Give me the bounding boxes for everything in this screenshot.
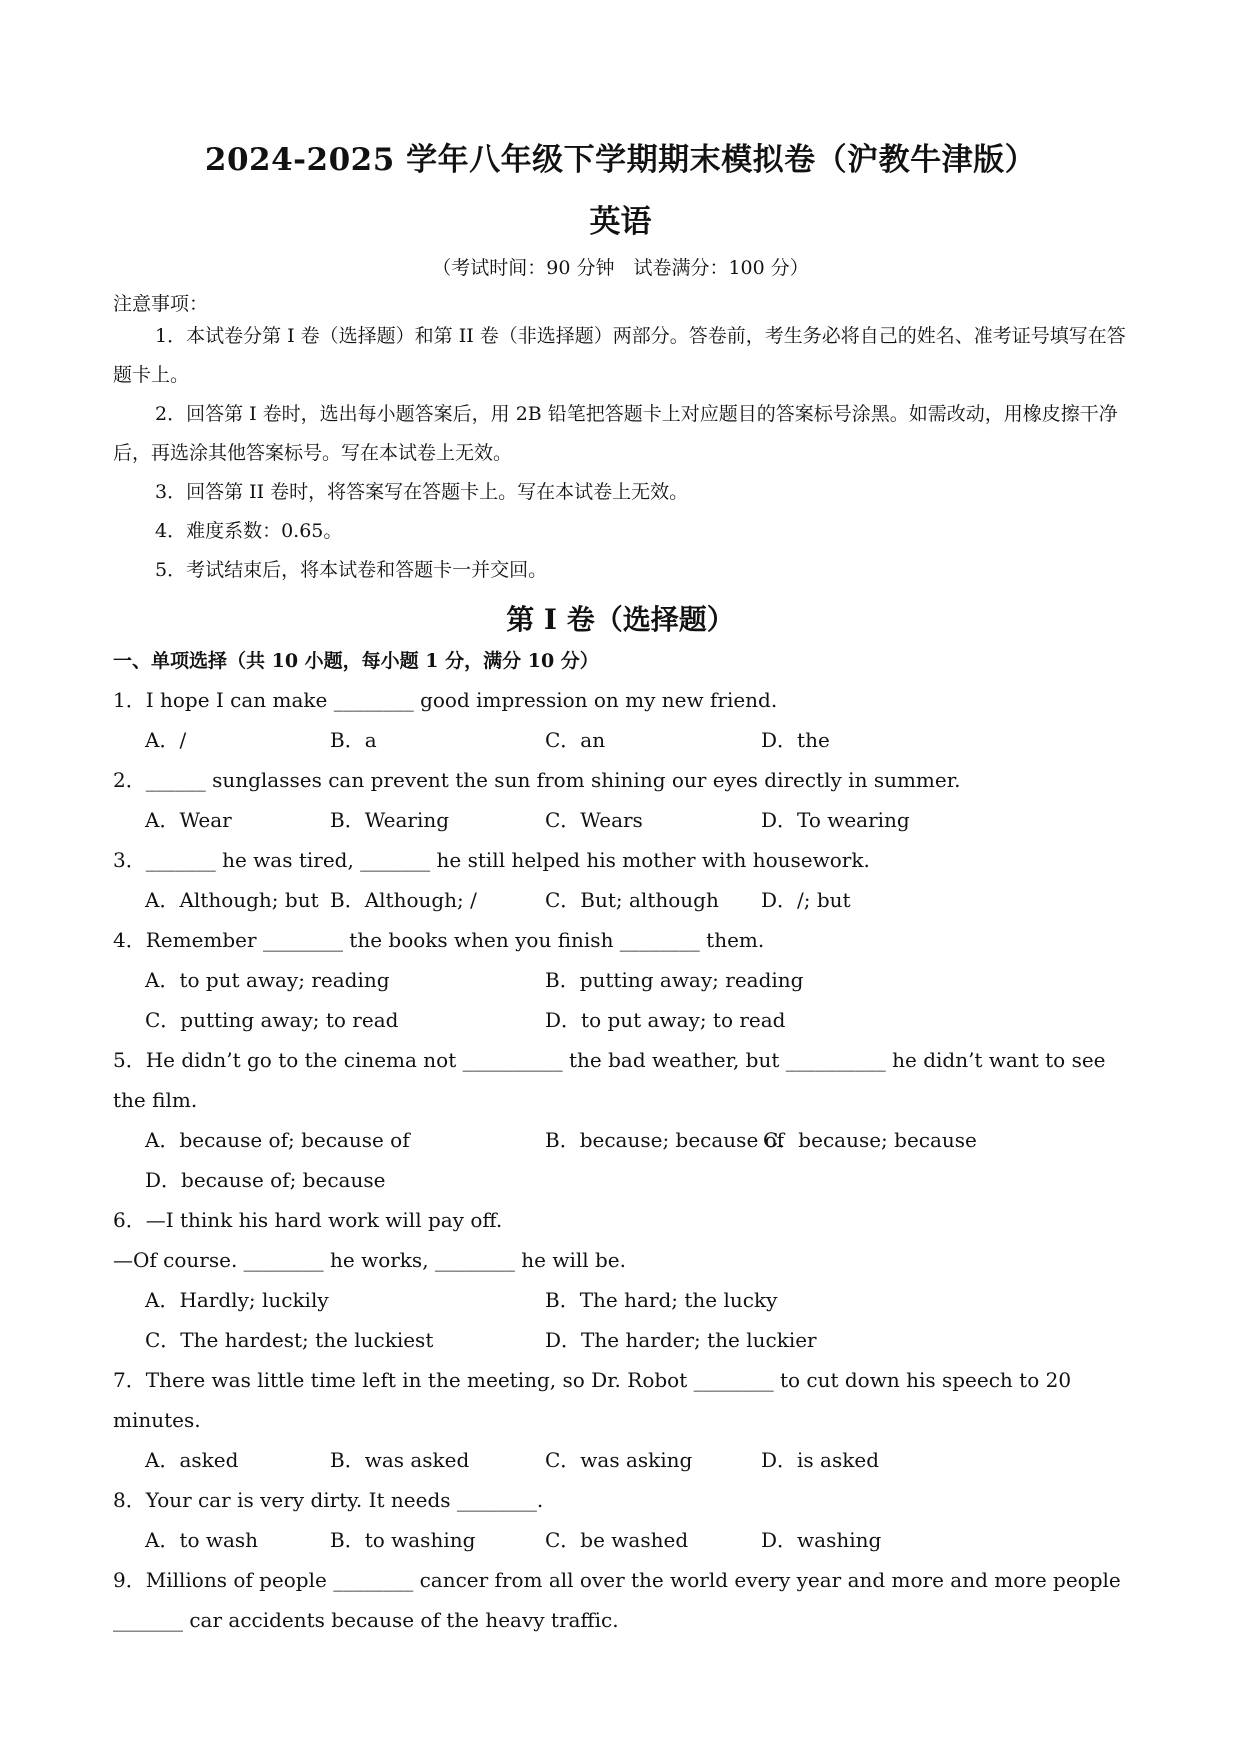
option-c: C．was asking bbox=[545, 1448, 693, 1472]
option-c: C．be washed bbox=[545, 1528, 689, 1552]
question-stem: 3．_______ he was tired, _______ he still helped his mother with housework. bbox=[113, 848, 870, 872]
option-d: D．To wearing bbox=[761, 808, 910, 832]
exam-title: 2024-2025 学年八年级下学期期末模拟卷（沪教牛津版） bbox=[204, 142, 1037, 178]
option-d: D．/; but bbox=[761, 888, 851, 912]
option-c: C．The hardest; the luckiest bbox=[145, 1328, 434, 1352]
question-stem: 9．Millions of people ________ cancer from all over the world every year and more and more people _______ car accidents because of the heavy traffic. bbox=[113, 1568, 1121, 1632]
option-d: D．the bbox=[761, 728, 830, 752]
option-c: C．Wears bbox=[545, 808, 643, 832]
option-a: A．Hardly; luckily bbox=[145, 1288, 329, 1312]
exam-time-info: （考试时间：90 分钟 试卷满分：100 分） bbox=[432, 257, 809, 279]
exam-subject: 英语 bbox=[589, 204, 652, 240]
question-stem: 5．He didn’t go to the cinema not __________ the bad weather, but __________ he didn’t want to see the film. bbox=[113, 1048, 1106, 1112]
question-options bbox=[113, 1160, 1128, 1200]
option-b: B．putting away; reading bbox=[545, 968, 804, 992]
question-stem: 8．Your car is very dirty. It needs ________. bbox=[113, 1488, 544, 1512]
option-a: A．to put away; reading bbox=[145, 968, 390, 992]
part-heading: 一、单项选择（共 10 小题，每小题 1 分，满分 10 分） bbox=[113, 650, 599, 672]
option-a: A．asked bbox=[145, 1448, 239, 1472]
option-b: B．was asked bbox=[330, 1448, 470, 1472]
question-options bbox=[113, 1280, 1128, 1320]
question-options bbox=[113, 800, 1128, 840]
question-options bbox=[113, 1320, 1128, 1360]
question-options bbox=[113, 1440, 1128, 1480]
question-stem: 2．______ sunglasses can prevent the sun from shining our eyes directly in summer. bbox=[113, 768, 961, 792]
exam-page bbox=[113, 140, 1128, 1640]
question-options bbox=[113, 960, 1128, 1000]
option-b: B．because; because of bbox=[545, 1128, 785, 1152]
question-options bbox=[113, 1000, 1128, 1040]
option-b: B．The hard; the lucky bbox=[545, 1288, 778, 1312]
option-b: B．to washing bbox=[330, 1528, 476, 1552]
question-stem: 4．Remember ________ the books when you finish ________ them. bbox=[113, 928, 765, 952]
option-a: A．/ bbox=[145, 728, 187, 752]
note-item: 4．难度系数：0.65。 bbox=[155, 520, 343, 542]
section-title: 第 I 卷（选择题） bbox=[506, 603, 735, 636]
option-c: C．an bbox=[545, 728, 606, 752]
option-d: D．washing bbox=[761, 1528, 882, 1552]
option-a: A．because of; because of bbox=[145, 1128, 410, 1152]
option-a: A．Wear bbox=[145, 808, 232, 832]
option-b: B．Although; / bbox=[330, 888, 477, 912]
option-a: A．Although; but bbox=[145, 888, 319, 912]
option-c: C．But; although bbox=[545, 888, 719, 912]
question-stem: 6．—I think his hard work will pay off. bbox=[113, 1208, 503, 1232]
option-d: D．is asked bbox=[761, 1448, 879, 1472]
question-options bbox=[113, 1520, 1128, 1560]
question-stem: 7．There was little time left in the meeting, so Dr. Robot ________ to cut down his speech to 20 minutes. bbox=[113, 1368, 1072, 1432]
question-options bbox=[113, 880, 1128, 920]
question-stem-continued: —Of course. ________ he works, ________ he will be. bbox=[113, 1248, 626, 1272]
option-d: D．because of; because bbox=[145, 1168, 386, 1192]
option-c: C．because; because bbox=[763, 1128, 977, 1152]
note-item: 1．本试卷分第 I 卷（选择题）和第 II 卷（非选择题）两部分。答卷前，考生务必将自己的姓名、准考证号填写在答题卡上。 bbox=[113, 325, 1126, 386]
option-a: A．to wash bbox=[145, 1528, 259, 1552]
option-d: D．to put away; to read bbox=[545, 1008, 786, 1032]
question-options bbox=[113, 1120, 1128, 1160]
question-stem: 1．I hope I can make ________ good impression on my new friend. bbox=[113, 688, 778, 712]
note-item: 2．回答第 I 卷时，选出每小题答案后，用 2B 铅笔把答题卡上对应题目的答案标号涂黑。如需改动，用橡皮擦干净后，再选涂其他答案标号。写在本试卷上无效。 bbox=[113, 403, 1118, 464]
option-b: B．a bbox=[330, 728, 377, 752]
option-d: D．The harder; the luckier bbox=[545, 1328, 817, 1352]
note-item: 5．考试结束后，将本试卷和答题卡一并交回。 bbox=[155, 559, 548, 581]
note-item: 3．回答第 II 卷时，将答案写在答题卡上。写在本试卷上无效。 bbox=[155, 481, 689, 503]
question-options bbox=[113, 720, 1128, 760]
option-b: B．Wearing bbox=[330, 808, 450, 832]
option-c: C．putting away; to read bbox=[145, 1008, 399, 1032]
notes-heading: 注意事项： bbox=[113, 293, 209, 315]
